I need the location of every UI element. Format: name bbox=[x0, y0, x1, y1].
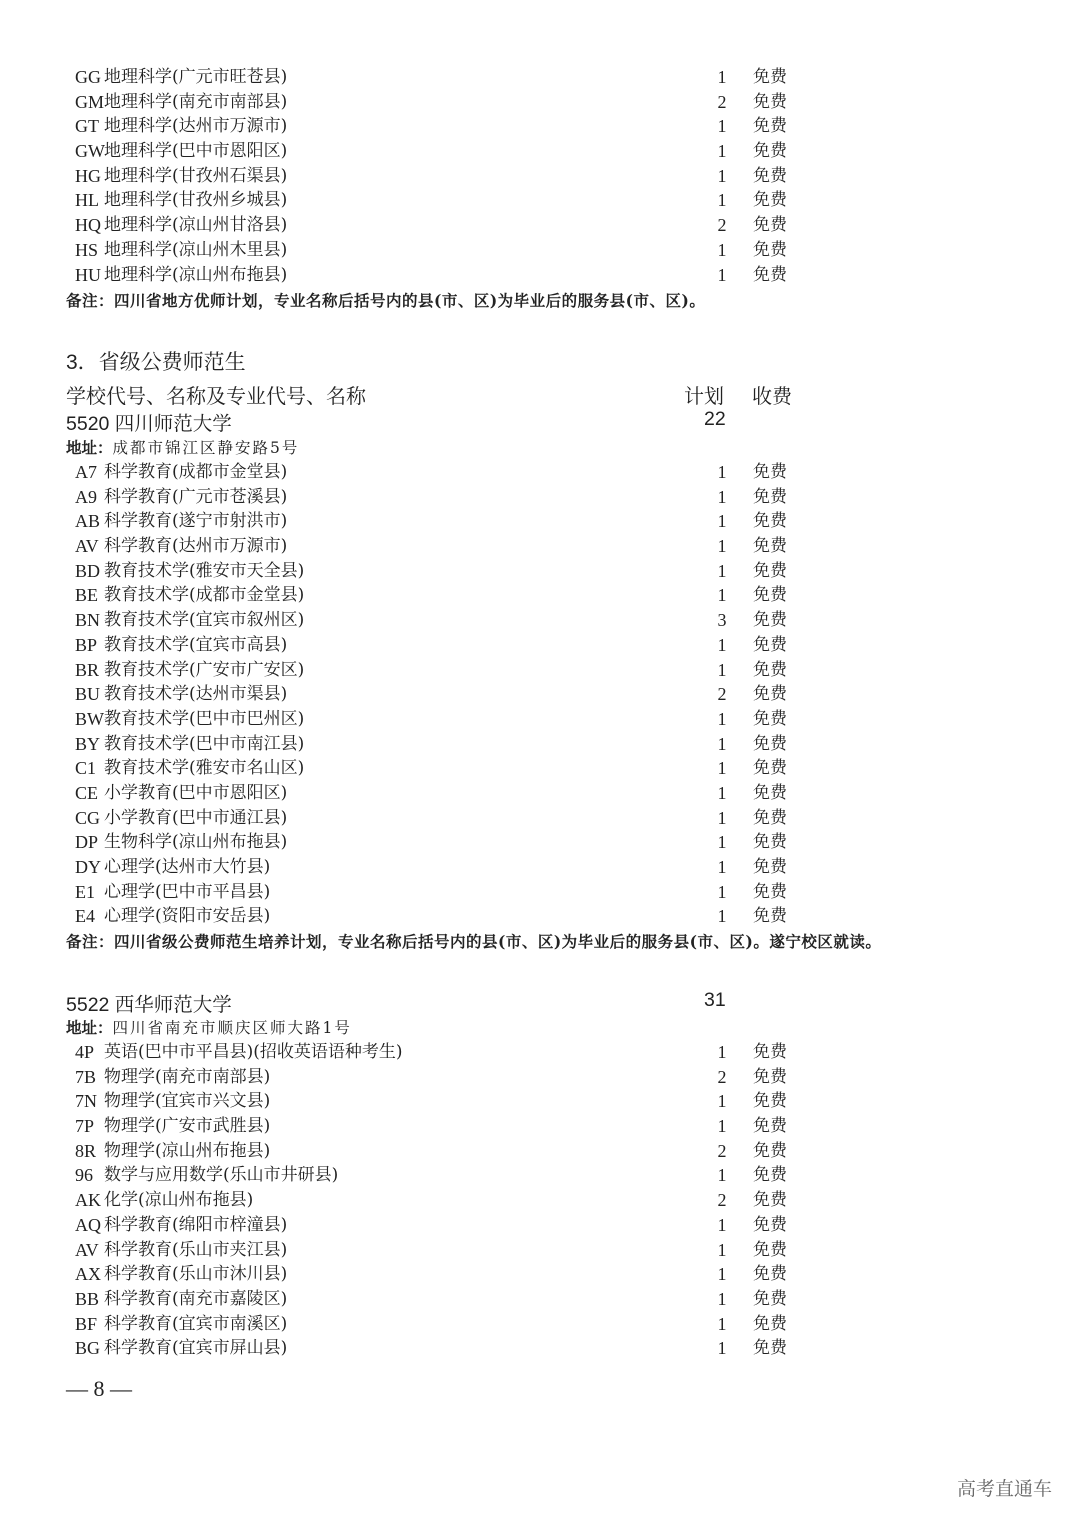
table-row bbox=[0, 90, 1080, 115]
major-plan: 2 bbox=[717, 215, 727, 236]
major-code: GM bbox=[75, 91, 105, 112]
table-row bbox=[0, 904, 1080, 929]
major-code: HS bbox=[75, 239, 99, 260]
major-code: HQ bbox=[75, 215, 101, 236]
major-plan: 1 bbox=[717, 67, 727, 87]
major-plan: 1 bbox=[717, 536, 727, 557]
major-plan: 1 bbox=[717, 857, 727, 877]
major-code: C1 bbox=[75, 758, 97, 779]
school-title: 5520 四川师范大学 bbox=[66, 413, 232, 435]
major-fee: 免费 bbox=[753, 857, 787, 877]
watermark: 高考直通车 bbox=[956, 1478, 1052, 1500]
major-fee: 免费 bbox=[753, 1214, 787, 1235]
major-code: BD bbox=[75, 560, 101, 581]
top-rows bbox=[0, 65, 1080, 287]
table-row bbox=[0, 509, 1080, 534]
school-title: 5522 西华师范大学 bbox=[66, 994, 232, 1016]
section-heading: 3．省级公费师范生 bbox=[66, 351, 246, 374]
major-fee: 免费 bbox=[753, 610, 787, 631]
major-code: BU bbox=[75, 684, 101, 705]
address-label: 地址： bbox=[66, 438, 113, 457]
table-row bbox=[0, 559, 1080, 584]
major-code: AK bbox=[75, 1190, 101, 1211]
major-code: BE bbox=[75, 585, 99, 606]
address-label: 地址： bbox=[66, 1018, 113, 1037]
major-plan: 1 bbox=[717, 1288, 727, 1309]
major-code: BG bbox=[75, 1338, 101, 1359]
major-fee: 免费 bbox=[753, 1091, 787, 1112]
table-row bbox=[0, 682, 1080, 707]
major-plan: 1 bbox=[717, 116, 727, 137]
major-plan: 2 bbox=[717, 684, 727, 705]
table-row bbox=[0, 1114, 1080, 1139]
table-row bbox=[0, 1139, 1080, 1164]
major-code: HU bbox=[75, 264, 101, 285]
note-provincial-plan: 备注：四川省级公费师范生培养计划，专业名称后括号内的县(市、区)为毕业后的服务县(市、区)。遂宁校区就读。 bbox=[66, 932, 882, 951]
major-name: 地理科学(南充市南部县) bbox=[104, 91, 288, 112]
major-fee: 免费 bbox=[753, 560, 787, 581]
major-fee: 免费 bbox=[753, 1239, 787, 1260]
table-row bbox=[0, 460, 1080, 485]
table-row bbox=[0, 263, 1080, 288]
major-fee: 免费 bbox=[753, 67, 787, 87]
major-code: DY bbox=[75, 857, 101, 877]
major-name: 教育技术学(雅安市名山区) bbox=[104, 758, 305, 779]
major-plan: 1 bbox=[717, 881, 727, 902]
major-code: AB bbox=[75, 511, 101, 532]
school-total: 22 bbox=[704, 408, 726, 430]
major-fee: 免费 bbox=[753, 1313, 787, 1334]
table-row bbox=[0, 756, 1080, 781]
major-name: 物理学(宜宾市兴文县) bbox=[104, 1091, 271, 1112]
major-code: A9 bbox=[75, 486, 97, 507]
major-code: 7P bbox=[75, 1116, 95, 1137]
major-name: 科学教育(遂宁市射洪市) bbox=[104, 511, 288, 532]
major-code: AV bbox=[75, 1239, 99, 1260]
major-plan: 1 bbox=[717, 1165, 727, 1186]
table-row bbox=[0, 534, 1080, 559]
column-header-name: 学校代号、名称及专业代号、名称 bbox=[66, 386, 366, 408]
major-code: 4P bbox=[75, 1042, 95, 1062]
major-name: 地理科学(凉山州布拖县) bbox=[104, 264, 288, 285]
major-name: 心理学(巴中市平昌县) bbox=[104, 881, 271, 902]
page-number: — 8 — bbox=[66, 1376, 132, 1401]
major-fee: 免费 bbox=[753, 91, 787, 112]
major-fee: 免费 bbox=[753, 165, 787, 186]
major-code: E1 bbox=[75, 881, 95, 902]
school-total: 31 bbox=[704, 989, 726, 1011]
major-name: 地理科学(凉山州木里县) bbox=[104, 239, 288, 260]
major-name: 科学教育(广元市苍溪县) bbox=[104, 486, 288, 507]
major-code: BF bbox=[75, 1313, 98, 1334]
major-fee: 免费 bbox=[753, 215, 787, 236]
major-code: AX bbox=[75, 1264, 101, 1285]
major-code: 8R bbox=[75, 1140, 97, 1161]
major-code: 96 bbox=[75, 1165, 93, 1186]
major-fee: 免费 bbox=[753, 832, 787, 853]
school-rows bbox=[0, 460, 1080, 929]
table-row bbox=[0, 658, 1080, 683]
major-name: 地理科学(甘孜州石渠县) bbox=[104, 165, 288, 186]
table-row bbox=[0, 1188, 1080, 1213]
major-plan: 1 bbox=[717, 782, 727, 803]
major-name: 小学教育(巴中市恩阳区) bbox=[104, 782, 288, 803]
address-text: 成都市锦江区静安路5号 bbox=[112, 439, 300, 457]
table-row bbox=[0, 485, 1080, 510]
major-name: 科学教育(宜宾市南溪区) bbox=[104, 1313, 288, 1334]
table-row bbox=[0, 1213, 1080, 1238]
table-row bbox=[0, 65, 1080, 90]
major-fee: 免费 bbox=[753, 1042, 787, 1062]
table-row bbox=[0, 1336, 1080, 1361]
major-plan: 1 bbox=[717, 634, 727, 655]
major-code: BN bbox=[75, 610, 101, 631]
table-row bbox=[0, 1163, 1080, 1188]
major-name: 地理科学(达州市万源市) bbox=[104, 116, 288, 137]
major-fee: 免费 bbox=[753, 634, 787, 655]
school-rows bbox=[0, 1040, 1080, 1361]
major-name: 数学与应用数学(乐山市井研县) bbox=[104, 1165, 339, 1186]
major-name: 教育技术学(宜宾市高县) bbox=[104, 634, 288, 655]
column-header-fee: 收费 bbox=[752, 386, 792, 408]
major-code: CG bbox=[75, 807, 101, 828]
major-plan: 1 bbox=[717, 165, 727, 186]
major-plan: 1 bbox=[717, 141, 727, 162]
major-fee: 免费 bbox=[753, 1066, 787, 1087]
table-row bbox=[0, 213, 1080, 238]
major-fee: 免费 bbox=[753, 585, 787, 606]
table-row bbox=[0, 707, 1080, 732]
major-plan: 1 bbox=[717, 659, 727, 680]
major-fee: 免费 bbox=[753, 264, 787, 285]
major-fee: 免费 bbox=[753, 881, 787, 902]
major-fee: 免费 bbox=[753, 1190, 787, 1211]
major-name: 科学教育(乐山市沐川县) bbox=[104, 1264, 288, 1285]
major-plan: 3 bbox=[717, 610, 727, 631]
address-text: 四川省南充市顺庆区师大路1号 bbox=[112, 1019, 352, 1037]
major-plan: 2 bbox=[717, 1066, 727, 1087]
table-row bbox=[0, 164, 1080, 189]
major-plan: 1 bbox=[717, 1264, 727, 1285]
table-row bbox=[0, 1065, 1080, 1090]
major-plan: 1 bbox=[717, 1091, 727, 1112]
major-plan: 1 bbox=[717, 486, 727, 507]
major-code: BP bbox=[75, 634, 98, 655]
column-header-plan: 计划 bbox=[684, 386, 724, 408]
major-fee: 免费 bbox=[753, 782, 787, 803]
major-code: AV bbox=[75, 536, 99, 557]
major-name: 地理科学(甘孜州乡城县) bbox=[104, 190, 288, 211]
major-fee: 免费 bbox=[753, 239, 787, 260]
major-fee: 免费 bbox=[753, 1116, 787, 1137]
table-row bbox=[0, 114, 1080, 139]
major-code: CE bbox=[75, 782, 99, 803]
major-plan: 1 bbox=[717, 511, 727, 532]
table-row bbox=[0, 855, 1080, 880]
major-fee: 免费 bbox=[753, 462, 787, 482]
major-fee: 免费 bbox=[753, 684, 787, 705]
major-plan: 1 bbox=[717, 585, 727, 606]
major-plan: 1 bbox=[717, 758, 727, 779]
major-plan: 1 bbox=[717, 560, 727, 581]
major-fee: 免费 bbox=[753, 1288, 787, 1309]
major-plan: 1 bbox=[717, 1042, 727, 1062]
table-row bbox=[0, 1287, 1080, 1312]
major-plan: 1 bbox=[717, 239, 727, 260]
major-name: 科学教育(成都市金堂县) bbox=[104, 462, 288, 482]
major-name: 科学教育(达州市万源市) bbox=[104, 536, 288, 557]
table-row bbox=[0, 188, 1080, 213]
major-name: 物理学(广安市武胜县) bbox=[104, 1116, 271, 1137]
table-row bbox=[0, 583, 1080, 608]
major-name: 教育技术学(巴中市巴州区) bbox=[104, 708, 305, 729]
major-name: 科学教育(乐山市夹江县) bbox=[104, 1239, 288, 1260]
major-name: 科学教育(南充市嘉陵区) bbox=[104, 1288, 288, 1309]
major-code: 7N bbox=[75, 1091, 97, 1112]
major-plan: 1 bbox=[717, 264, 727, 285]
major-code: DP bbox=[75, 832, 99, 853]
major-name: 教育技术学(宜宾市叙州区) bbox=[104, 610, 305, 631]
major-code: A7 bbox=[75, 462, 97, 482]
major-fee: 免费 bbox=[753, 1165, 787, 1186]
school-address bbox=[66, 436, 299, 458]
major-fee: 免费 bbox=[753, 1264, 787, 1285]
major-name: 小学教育(巴中市通江县) bbox=[104, 807, 288, 828]
major-fee: 免费 bbox=[753, 116, 787, 137]
major-code: E4 bbox=[75, 906, 95, 927]
major-name: 地理科学(凉山州甘洛县) bbox=[104, 215, 288, 236]
major-fee: 免费 bbox=[753, 659, 787, 680]
major-code: GG bbox=[75, 67, 101, 87]
note-local-plan: 备注：四川省地方优师计划，专业名称后括号内的县(市、区)为毕业后的服务县(市、区)。 bbox=[66, 291, 706, 310]
major-name: 教育技术学(广安市广安区) bbox=[104, 659, 305, 680]
table-row bbox=[0, 1238, 1080, 1263]
major-name: 教育技术学(成都市金堂县) bbox=[104, 585, 305, 606]
table-row bbox=[0, 1089, 1080, 1114]
table-row bbox=[0, 139, 1080, 164]
major-plan: 2 bbox=[717, 91, 727, 112]
major-fee: 免费 bbox=[753, 536, 787, 557]
major-fee: 免费 bbox=[753, 708, 787, 729]
major-name: 英语(巴中市平昌县)(招收英语语种考生) bbox=[104, 1042, 403, 1062]
major-fee: 免费 bbox=[753, 807, 787, 828]
major-name: 科学教育(宜宾市屏山县) bbox=[104, 1338, 288, 1359]
major-plan: 2 bbox=[717, 1140, 727, 1161]
major-plan: 1 bbox=[717, 1214, 727, 1235]
major-name: 教育技术学(达州市渠县) bbox=[104, 684, 288, 705]
table-row bbox=[0, 1312, 1080, 1337]
school-address bbox=[66, 1016, 352, 1038]
major-fee: 免费 bbox=[753, 733, 787, 754]
major-code: 7B bbox=[75, 1066, 97, 1087]
table-row bbox=[0, 830, 1080, 855]
major-code: GT bbox=[75, 116, 99, 137]
table-row bbox=[0, 608, 1080, 633]
table-row bbox=[0, 1262, 1080, 1287]
major-code: HL bbox=[75, 190, 99, 211]
major-fee: 免费 bbox=[753, 141, 787, 162]
major-code: GW bbox=[75, 141, 105, 162]
major-name: 物理学(南充市南部县) bbox=[104, 1066, 271, 1087]
major-code: BB bbox=[75, 1288, 100, 1309]
major-fee: 免费 bbox=[753, 511, 787, 532]
major-plan: 1 bbox=[717, 832, 727, 853]
major-name: 化学(凉山州布拖县) bbox=[104, 1190, 254, 1211]
major-name: 生物科学(凉山州布拖县) bbox=[104, 832, 288, 853]
major-code: HG bbox=[75, 165, 101, 186]
major-plan: 1 bbox=[717, 1239, 727, 1260]
table-row bbox=[0, 238, 1080, 263]
major-code: BR bbox=[75, 659, 100, 680]
major-code: BW bbox=[75, 708, 104, 729]
major-plan: 1 bbox=[717, 708, 727, 729]
major-name: 心理学(达州市大竹县) bbox=[104, 857, 271, 877]
table-row bbox=[0, 880, 1080, 905]
major-name: 物理学(凉山州布拖县) bbox=[104, 1140, 271, 1161]
table-row bbox=[0, 732, 1080, 757]
major-plan: 1 bbox=[717, 190, 727, 211]
major-code: BY bbox=[75, 733, 101, 754]
major-name: 教育技术学(巴中市南江县) bbox=[104, 733, 305, 754]
major-fee: 免费 bbox=[753, 906, 787, 927]
major-name: 科学教育(绵阳市梓潼县) bbox=[104, 1214, 288, 1235]
major-name: 地理科学(广元市旺苍县) bbox=[104, 67, 288, 87]
table-row bbox=[0, 806, 1080, 831]
major-name: 教育技术学(雅安市天全县) bbox=[104, 560, 305, 581]
major-plan: 2 bbox=[717, 1190, 727, 1211]
major-fee: 免费 bbox=[753, 1338, 787, 1359]
major-name: 地理科学(巴中市恩阳区) bbox=[104, 141, 288, 162]
major-fee: 免费 bbox=[753, 486, 787, 507]
major-fee: 免费 bbox=[753, 1140, 787, 1161]
major-code: AQ bbox=[75, 1214, 101, 1235]
major-fee: 免费 bbox=[753, 758, 787, 779]
major-plan: 1 bbox=[717, 906, 727, 927]
major-plan: 1 bbox=[717, 733, 727, 754]
table-row bbox=[0, 633, 1080, 658]
major-plan: 1 bbox=[717, 807, 727, 828]
major-plan: 1 bbox=[717, 1116, 727, 1137]
major-fee: 免费 bbox=[753, 190, 787, 211]
table-row bbox=[0, 781, 1080, 806]
table-row bbox=[0, 1040, 1080, 1065]
major-name: 心理学(资阳市安岳县) bbox=[104, 906, 271, 927]
major-plan: 1 bbox=[717, 462, 727, 482]
major-plan: 1 bbox=[717, 1313, 727, 1334]
major-plan: 1 bbox=[717, 1338, 727, 1359]
